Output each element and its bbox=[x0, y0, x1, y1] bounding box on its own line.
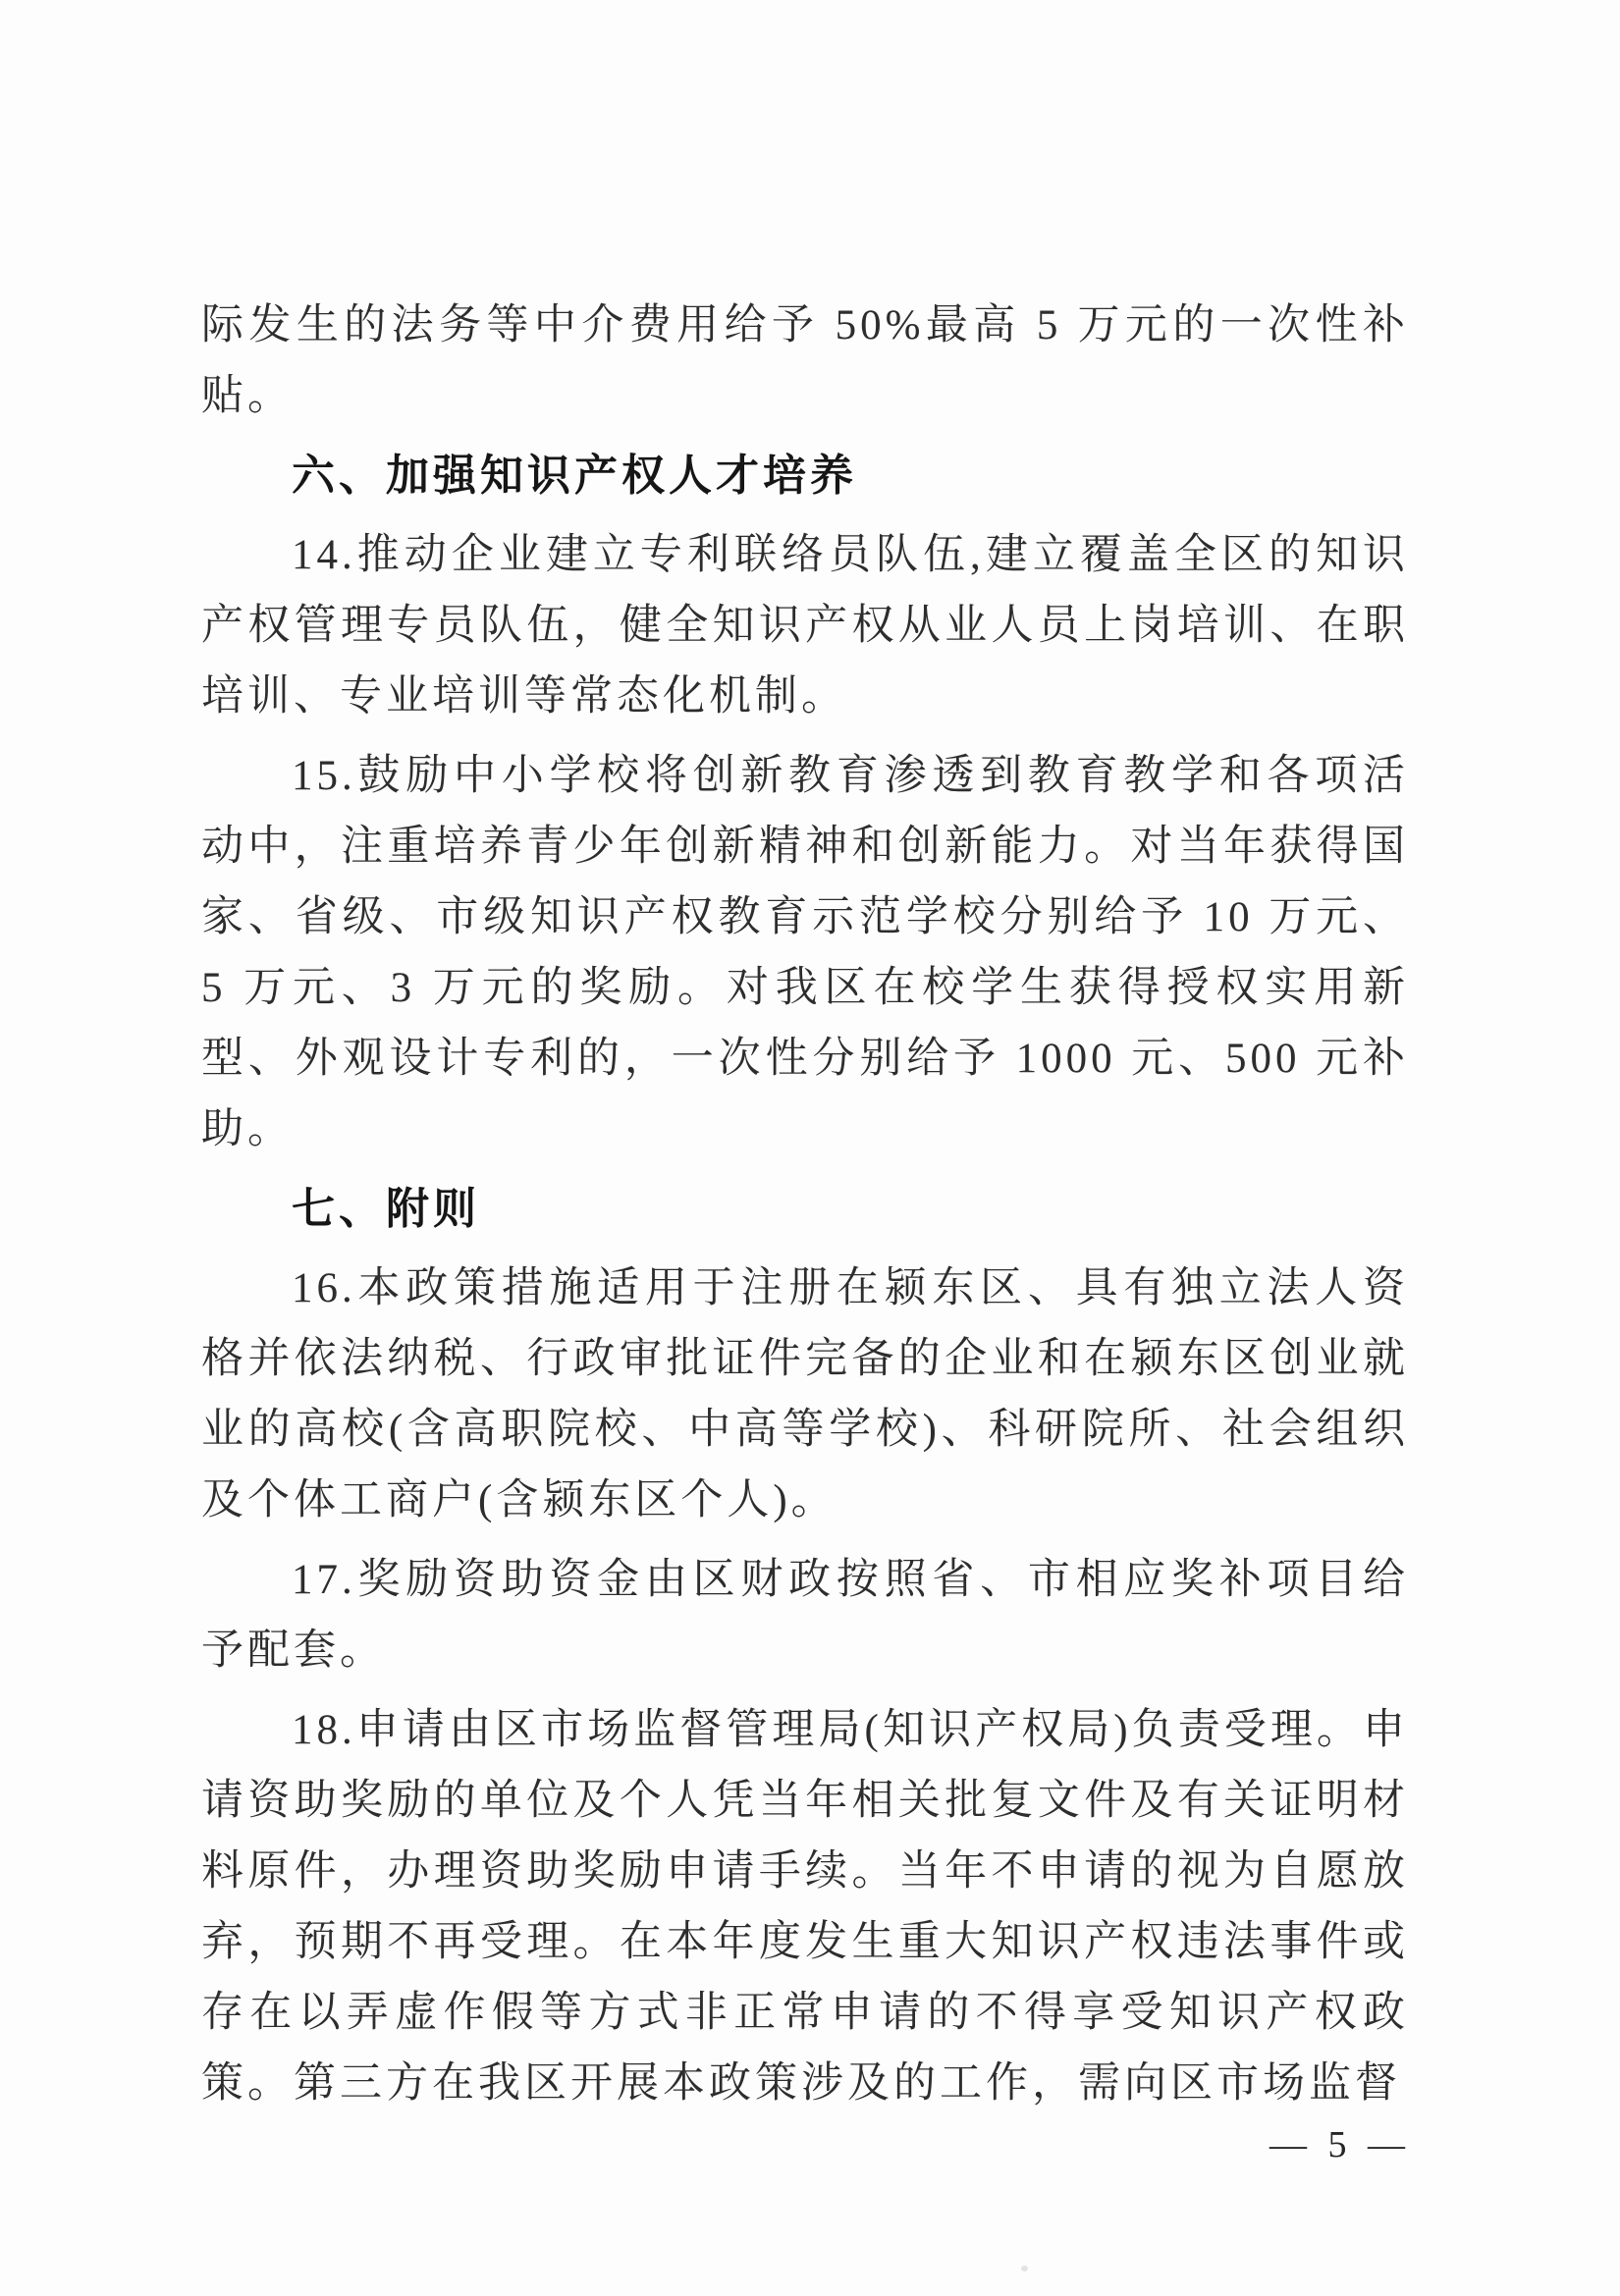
paragraph-13-continuation: 际发生的法务等中介费用给予 50%最高 5 万元的一次性补贴。 bbox=[201, 302, 1409, 419]
paragraph-16: 16.本政策措施适用于注册在颍东区、具有独立法人资格并依法纳税、行政审批证件完备的企业和在颍东区创业就业的高校(含高职院校、中高等学校)、科研院所、社会组织及个体工商户(含颍东区个人)。 bbox=[201, 1265, 1409, 1523]
section-heading-six: 六、加强知识产权人才培养 bbox=[292, 452, 857, 500]
scan-speckle bbox=[1073, 1366, 1079, 1371]
paragraph-17: 17.奖励资助资金由区财政按照省、市相应奖补项目给予配套。 bbox=[201, 1557, 1409, 1674]
page-number: — 5 — bbox=[1269, 2124, 1411, 2165]
scan-speckle bbox=[1021, 2266, 1028, 2271]
paragraph-18: 18.申请由区市场监督管理局(知识产权局)负责受理。申请资助奖励的单位及个人凭当年相关批复文件及有关证明材料原件，办理资助奖励申请手续。当年不申请的视为自愿放弃，预期不再受理。在本年度发生重大知识产权违法事件或存在以弄虚作假等方式非正常申请的不得享受知识产权政策。第三方在我区开展本政策涉及的工作，需向区市场监督 bbox=[201, 1707, 1409, 2107]
paragraph-14: 14.推动企业建立专利联络员队伍,建立覆盖全区的知识产权管理专员队伍，健全知识产权从业人员上岗培训、在职培训、专业培训等常态化机制。 bbox=[201, 532, 1409, 720]
section-heading-seven: 七、附则 bbox=[292, 1185, 480, 1233]
paragraph-15: 15.鼓励中小学校将创新教育渗透到教育教学和各项活动中，注重培养青少年创新精神和创新能力。对当年获得国家、省级、市级知识产权教育示范学校分别给予 10 万元、5 万元、3 万元的奖励。对我区在校学生获得授权实用新型、外观设计专利的，一次性分别给予 1000 元、500 元补助。 bbox=[201, 753, 1409, 1152]
document-text-column bbox=[201, 291, 1409, 2119]
